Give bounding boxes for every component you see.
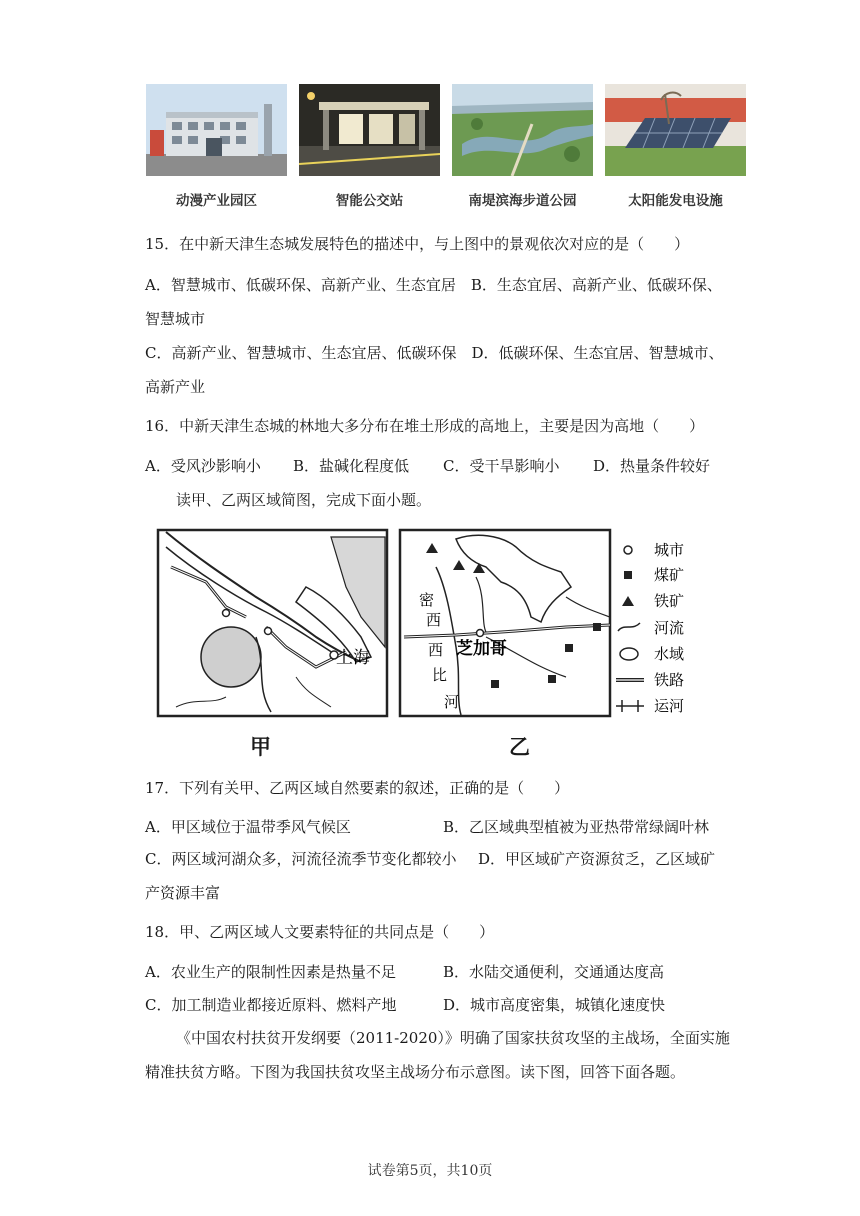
- map-legend: [616, 541, 684, 715]
- intro-poverty-line2: 精准扶贫方略。下图为我国扶贫攻坚主战场分布示意图。读下图，回答下面各题。: [145, 1063, 686, 1081]
- legend-iron: 铁矿: [654, 592, 685, 610]
- chicago-label: 芝加哥: [456, 639, 507, 659]
- photo-caption: 南堤滨海步道公园: [468, 193, 577, 209]
- question-17-option-b: B．乙区域典型植被为亚热带常绿阔叶林: [443, 818, 710, 836]
- river-char-2: 西: [426, 611, 442, 629]
- question-18-option-d: D．城市高度密集，城镇化速度快: [443, 996, 666, 1014]
- question-17-option-d-cont: 产资源丰富: [145, 884, 221, 902]
- legend-canal: 运河: [654, 697, 685, 715]
- intro-maps: 读甲、乙两区域简图，完成下面小题。: [176, 491, 432, 509]
- question-15-options-line1: A．智慧城市、低碳环保、高新产业、生态宜居 B．生态宜居、高新产业、低碳环保、: [145, 276, 722, 294]
- question-17-stem: 17．下列有关甲、乙两区域自然要素的叙述，正确的是（ ）: [145, 779, 570, 797]
- question-17-option-c: C．两区域河湖众多，河流径流季节变化都较小: [145, 850, 457, 868]
- photo-solar-facility: [605, 84, 746, 209]
- bus-stop-photo-icon: [299, 84, 440, 176]
- river-char-3: 西: [428, 641, 444, 659]
- question-16-option-b: B．盐碱化程度低: [293, 457, 410, 475]
- question-16-option-a: A．受风沙影响小: [145, 457, 261, 475]
- river-char-5: 河: [444, 693, 460, 711]
- map-yi-label: 乙: [509, 735, 530, 759]
- map-yi: [400, 530, 610, 716]
- question-16-option-c: C．受干旱影响小: [443, 457, 560, 475]
- solar-panel-photo-icon: [605, 84, 746, 176]
- question-18-option-b: B．水陆交通便利，交通通达度高: [443, 963, 665, 981]
- photo-smart-bus-stop: [299, 84, 440, 209]
- photo-caption: 智能公交站: [335, 193, 404, 209]
- map-jia: [158, 530, 387, 716]
- photo-caption: 太阳能发电设施: [628, 193, 723, 209]
- legend-railway: 铁路: [654, 671, 685, 689]
- question-18-option-a: A．农业生产的限制性因素是热量不足: [145, 963, 396, 981]
- region-maps: [156, 527, 716, 727]
- park-photo-icon: [452, 84, 593, 176]
- shanghai-label: 上海: [336, 648, 370, 668]
- question-16-stem: 16．中新天津生态城的林地大多分布在堆土形成的高地上，主要是因为高地（ ）: [145, 417, 705, 435]
- question-17-option-a: A．甲区域位于温带季风气候区: [145, 818, 351, 836]
- question-18-option-c: C．加工制造业都接近原料、燃料产地: [145, 996, 397, 1014]
- question-15-options-line4: 高新产业: [145, 378, 206, 396]
- photo-animation-park: [146, 84, 287, 209]
- question-15-stem: 15．在中新天津生态城发展特色的描述中，与上图中的景观依次对应的是（ ）: [145, 235, 690, 253]
- map-jia-label: 甲: [250, 735, 271, 759]
- photo-seaside-park: [452, 84, 593, 209]
- legend-coal: 煤矿: [654, 566, 685, 584]
- building-photo-icon: [146, 84, 287, 176]
- question-15-options-line2: 智慧城市: [145, 310, 206, 328]
- question-18-stem: 18．甲、乙两区域人文要素特征的共同点是（ ）: [145, 923, 495, 941]
- intro-poverty-line1: 《中国农村扶贫开发纲要（2011-2020）》明确了国家扶贫攻坚的主战场，全面实施: [176, 1029, 730, 1047]
- legend-water: 水域: [654, 645, 685, 663]
- legend-river: 河流: [654, 619, 685, 637]
- river-char-1: 密: [419, 591, 435, 609]
- photo-caption: 动漫产业园区: [176, 193, 257, 209]
- question-15-options-line3: C．高新产业、智慧城市、生态宜居、低碳环保 D．低碳环保、生态宜居、智慧城市、: [145, 344, 724, 362]
- legend-city: 城市: [654, 541, 685, 559]
- question-16-option-d: D．热量条件较好: [593, 457, 711, 475]
- photo-row: [146, 84, 746, 209]
- page-footer: 试卷第5页，共10页: [367, 1163, 493, 1179]
- region-maps-figure: [156, 527, 716, 723]
- question-17-option-d: D．甲区域矿产资源贫乏，乙区域矿: [478, 850, 716, 868]
- river-char-4: 比: [432, 666, 448, 684]
